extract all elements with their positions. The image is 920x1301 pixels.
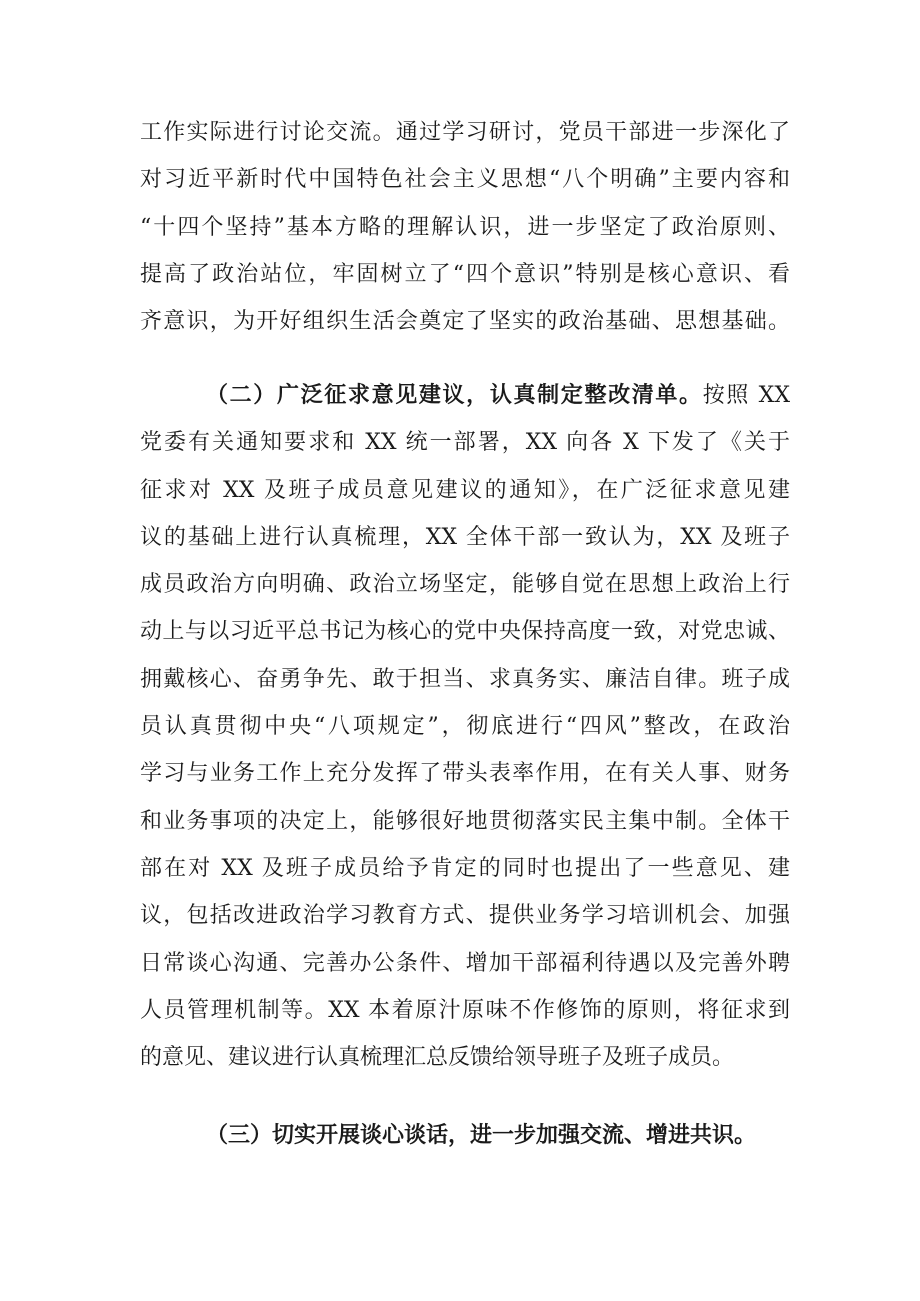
text-line: 齐意识，为开好组织生活会奠定了坚实的政治基础、思想基础。: [140, 309, 790, 335]
section-heading-3: （三）切实开展谈心谈话，进一步加强交流、增进共识。: [206, 1122, 757, 1148]
text-line: 部在对 XX 及班子成员给予肯定的同时也提出了一些意见、建: [140, 855, 790, 881]
text-line: 拥戴核心、奋勇争先、敢于担当、求真务实、廉洁自律。班子成: [140, 666, 790, 692]
text-line: 提高了政治站位，牢固树立了“四个意识”特别是核心意识、看: [140, 261, 790, 287]
text-line: 的意见、建议进行认真梳理汇总反馈给领导班子及班子成员。: [140, 1045, 735, 1071]
heading-line: [140, 1112, 790, 1159]
text-line: 对习近平新时代中国特色社会主义思想“八个明确”主要内容和: [140, 167, 790, 193]
text-line: 议，包括改进政治学习教育方式、提供业务学习培训机会、加强: [140, 903, 790, 929]
section-heading-2: （二）广泛征求意见建议，认真制定整改清单。: [206, 382, 703, 408]
text-line: 党委有关通知要求和 XX 统一部署，XX 向各 X 下发了《关于: [140, 430, 790, 456]
text-line: “十四个坚持”基本方略的理解认识，进一步坚定了政治原则、: [140, 214, 790, 240]
text-line: 动上与以习近平总书记为核心的党中央保持高度一致，对党忠诚、: [140, 619, 790, 645]
text-line: 学习与业务工作上充分发挥了带头表率作用，在有关人事、财务: [140, 761, 790, 787]
text-line: 议的基础上进行认真梳理，XX 全体干部一致认为，XX 及班子: [140, 524, 790, 550]
text-line: 成员政治方向明确、政治立场坚定，能够自觉在思想上政治上行: [140, 572, 790, 598]
text-line: 征求对 XX 及班子成员意见建议的通知》，在广泛征求意见建: [140, 477, 790, 503]
paragraph-heart-to-heart-talks: [140, 1112, 790, 1159]
heading-line: [140, 372, 790, 419]
text-line: 员认真贯彻中央“八项规定”，彻底进行“四风”整改，在政治: [140, 714, 790, 740]
paragraph-study-discussion: [140, 109, 790, 345]
text-line: 和业务事项的决定上，能够很好地贯彻落实民主集中制。全体干: [140, 808, 790, 834]
text-line: 人员管理机制等。XX 本着原汁原味不作修饰的原则，将征求到: [140, 997, 790, 1023]
paragraph-opinions-suggestions: [140, 372, 790, 1081]
heading-line-rest: 按照 XX: [702, 383, 790, 408]
text-line: 工作实际进行讨论交流。通过学习研讨，党员干部进一步深化了: [140, 120, 790, 145]
text-line: 日常谈心沟通、完善办公条件、增加干部福利待遇以及完善外聘: [140, 950, 790, 976]
